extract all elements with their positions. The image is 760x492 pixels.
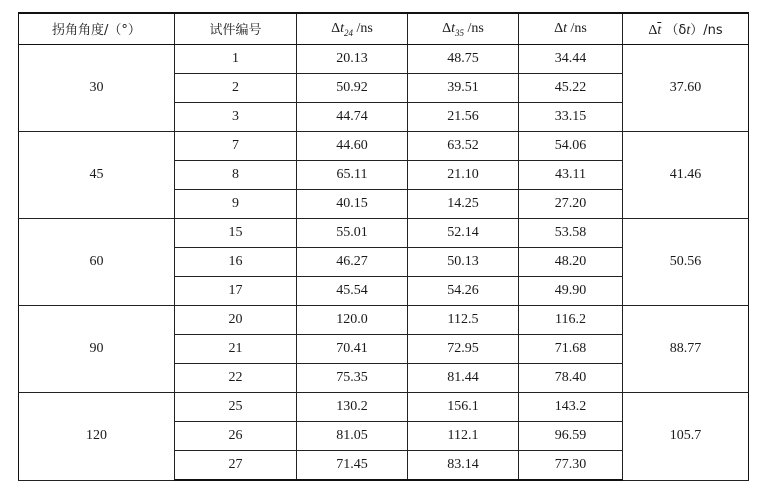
dt24-cell: 120.0 [297, 306, 408, 335]
header-dt [519, 13, 623, 45]
specimen-id-cell: 27 [175, 451, 297, 481]
specimen-id-cell: 1 [175, 45, 297, 74]
delay-data-table [18, 12, 749, 481]
dt24-cell: 65.11 [297, 161, 408, 190]
dt24-cell: 81.05 [297, 422, 408, 451]
dt35-cell: 52.14 [408, 219, 519, 248]
dt-cell: 33.15 [519, 103, 623, 132]
specimen-id-cell: 3 [175, 103, 297, 132]
table-body [19, 45, 749, 481]
dt35-cell: 54.26 [408, 277, 519, 306]
dt24-cell: 46.27 [297, 248, 408, 277]
specimen-id-cell: 20 [175, 306, 297, 335]
table-row [19, 45, 749, 74]
dt-cell: 77.30 [519, 451, 623, 481]
dt35-cell: 63.52 [408, 132, 519, 161]
specimen-id-cell: 8 [175, 161, 297, 190]
header-mean-prefix: Δ [648, 23, 658, 38]
dt24-cell: 44.74 [297, 103, 408, 132]
header-angle [19, 13, 175, 45]
specimen-id-cell: 22 [175, 364, 297, 393]
header-dt-prefix: Δ [554, 21, 564, 36]
dt35-cell: 14.25 [408, 190, 519, 219]
mean-cell: 50.56 [623, 219, 749, 306]
mean-cell: 88.77 [623, 306, 749, 393]
dt-cell: 78.40 [519, 364, 623, 393]
header-dt24-unit: /ns [353, 20, 373, 36]
dt24-cell: 130.2 [297, 393, 408, 422]
dt24-cell: 40.15 [297, 190, 408, 219]
header-dt35-unit: /ns [464, 20, 484, 36]
dt35-cell: 112.1 [408, 422, 519, 451]
dt24-cell: 45.54 [297, 277, 408, 306]
header-dt24 [297, 13, 408, 45]
data-table-container [18, 12, 748, 481]
header-dt24-var: t [340, 20, 345, 36]
header-mean-unit: ）/ns [690, 23, 723, 38]
dt-cell: 48.20 [519, 248, 623, 277]
header-dt35-sub: 35 [455, 27, 465, 38]
specimen-id-cell: 25 [175, 393, 297, 422]
dt35-cell: 72.95 [408, 335, 519, 364]
angle-cell: 45 [19, 132, 175, 219]
dt24-cell: 20.13 [297, 45, 408, 74]
dt-cell: 43.11 [519, 161, 623, 190]
header-dt35-prefix: Δ [442, 20, 452, 36]
dt35-cell: 21.56 [408, 103, 519, 132]
header-dt24-sub: 24 [344, 27, 354, 38]
mean-cell: 37.60 [623, 45, 749, 132]
specimen-id-cell: 16 [175, 248, 297, 277]
angle-cell: 60 [19, 219, 175, 306]
header-dt35-var: t [451, 20, 456, 36]
angle-cell: 120 [19, 393, 175, 481]
dt-cell: 27.20 [519, 190, 623, 219]
dt-cell: 49.90 [519, 277, 623, 306]
dt24-cell: 75.35 [297, 364, 408, 393]
header-mean [623, 13, 749, 45]
header-dt35 [408, 13, 519, 45]
dt35-cell: 81.44 [408, 364, 519, 393]
dt35-cell: 48.75 [408, 45, 519, 74]
header-mean-paren: （δ [661, 23, 687, 38]
dt-cell: 54.06 [519, 132, 623, 161]
mean-cell: 41.46 [623, 132, 749, 219]
specimen-id-cell: 26 [175, 422, 297, 451]
header-row [19, 13, 749, 45]
dt-cell: 71.68 [519, 335, 623, 364]
dt35-cell: 112.5 [408, 306, 519, 335]
specimen-id-cell: 9 [175, 190, 297, 219]
dt35-cell: 156.1 [408, 393, 519, 422]
dt35-cell: 83.14 [408, 451, 519, 481]
table-row [19, 393, 749, 422]
header-angle-label: 拐角角度/（°） [52, 23, 141, 38]
table-row [19, 132, 749, 161]
table-row [19, 306, 749, 335]
dt-cell: 34.44 [519, 45, 623, 74]
dt-cell: 45.22 [519, 74, 623, 103]
specimen-id-cell: 7 [175, 132, 297, 161]
header-dt24-prefix: Δ [331, 20, 341, 36]
header-specimen [175, 13, 297, 45]
specimen-id-cell: 21 [175, 335, 297, 364]
dt24-cell: 70.41 [297, 335, 408, 364]
dt35-cell: 21.10 [408, 161, 519, 190]
dt-cell: 116.2 [519, 306, 623, 335]
dt24-cell: 55.01 [297, 219, 408, 248]
dt24-cell: 71.45 [297, 451, 408, 481]
table-row [19, 219, 749, 248]
dt-cell: 96.59 [519, 422, 623, 451]
header-specimen-label: 试件编号 [209, 23, 262, 38]
specimen-id-cell: 2 [175, 74, 297, 103]
specimen-id-cell: 17 [175, 277, 297, 306]
angle-cell: 90 [19, 306, 175, 393]
angle-cell: 30 [19, 45, 175, 132]
header-dt-var: t [563, 21, 568, 36]
dt35-cell: 39.51 [408, 74, 519, 103]
header-dt-unit: /ns [567, 21, 587, 36]
dt-cell: 143.2 [519, 393, 623, 422]
dt35-cell: 50.13 [408, 248, 519, 277]
mean-cell: 105.7 [623, 393, 749, 481]
dt24-cell: 44.60 [297, 132, 408, 161]
header-mean-var2: t [686, 23, 691, 38]
header-mean-var: $\overline{t}$ [657, 23, 662, 38]
specimen-id-cell: 15 [175, 219, 297, 248]
dt24-cell: 50.92 [297, 74, 408, 103]
dt-cell: 53.58 [519, 219, 623, 248]
